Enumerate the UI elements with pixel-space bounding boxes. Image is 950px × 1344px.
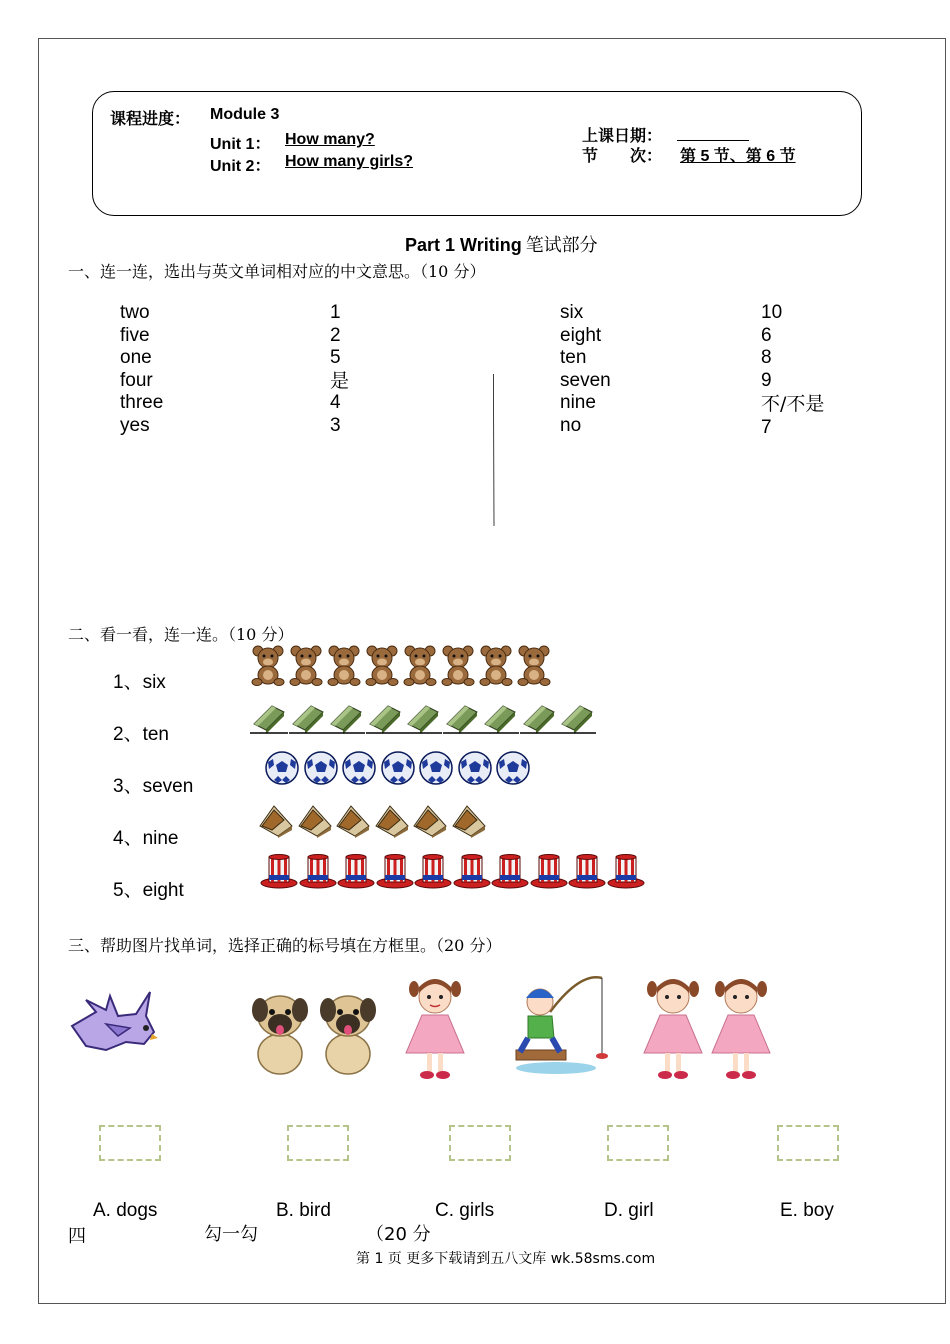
section1-right-answers — [761, 302, 824, 440]
top-hat-icon — [491, 853, 530, 894]
soccer-ball-icon — [495, 750, 534, 791]
top-hat-icon — [299, 853, 338, 894]
unit1-title: How many? — [285, 131, 375, 148]
top-hat-icon — [337, 853, 376, 894]
word-item: six — [560, 302, 584, 323]
answer-item: 1 — [330, 302, 341, 323]
section2-item-label: 2、ten — [113, 724, 169, 745]
eraser-icon — [558, 698, 597, 739]
option-a: A. dogs — [93, 1200, 158, 1221]
girl-icon — [400, 975, 470, 1083]
pencil-box-icon — [412, 800, 451, 843]
answer-item: 是 — [330, 369, 350, 392]
part-title-cn: 笔试部分 — [525, 235, 598, 256]
eraser-icon — [520, 698, 559, 739]
fishing-boy-icon — [510, 972, 614, 1076]
eraser-icon — [481, 698, 520, 739]
section1-instruction: 一、连一连，选出与英文单词相对应的中文意思。（10 分） — [68, 262, 486, 281]
progress-label: 课程进度： — [110, 111, 191, 128]
teddy-bear-icon — [364, 644, 402, 691]
top-hat-icon — [260, 853, 299, 894]
word-item: yes — [120, 414, 150, 436]
date-blank — [677, 124, 749, 141]
teddy-bear-row — [250, 644, 554, 691]
eraser-icon — [404, 698, 443, 739]
section4-fragment: 勾一勾 — [204, 1224, 258, 1245]
answer-item: 7 — [761, 417, 772, 438]
pencil-box-row — [258, 800, 489, 843]
soccer-ball-row — [264, 750, 534, 791]
pencil-box-icon — [451, 800, 490, 843]
answer-item: 5 — [330, 347, 341, 368]
section-label: 节 次： — [582, 148, 663, 165]
section-value: 第 5 节、第 6 节 — [680, 148, 796, 165]
section2-item-label: 5、eight — [113, 880, 184, 901]
word-item: eight — [560, 324, 602, 346]
unit1-label: Unit 1： — [210, 136, 271, 153]
section4-fragment: （20 分 — [366, 1224, 431, 1245]
eraser-icon — [366, 698, 405, 739]
answer-item: 不/不是 — [761, 393, 825, 415]
divider-line — [493, 298, 495, 602]
teddy-bear-icon — [250, 644, 288, 691]
soccer-ball-icon — [457, 750, 496, 791]
part-title — [405, 231, 598, 257]
date-label: 上课日期： — [582, 128, 663, 145]
teddy-bear-icon — [326, 644, 364, 691]
girl-icon — [644, 979, 702, 1079]
soccer-ball-icon — [341, 750, 380, 791]
section2-instruction: 二、看一看，连一连。（10 分） — [68, 625, 294, 644]
option-c: C. girls — [435, 1200, 495, 1221]
word-item: two — [120, 302, 150, 323]
module-title: Module 3 — [210, 106, 280, 123]
soccer-ball-icon — [418, 750, 457, 791]
girl-icon — [712, 979, 770, 1079]
unit2-label: Unit 2： — [210, 158, 271, 175]
teddy-bear-icon — [288, 644, 326, 691]
word-item: three — [120, 392, 164, 413]
top-hat-icon — [607, 853, 646, 894]
answer-item: 10 — [761, 302, 783, 323]
bird-icon — [66, 988, 158, 1060]
pencil-box-icon — [258, 800, 297, 843]
answer-item: 6 — [761, 324, 772, 346]
answer-item: 3 — [330, 414, 341, 436]
answer-item: 9 — [761, 369, 772, 391]
pencil-box-icon — [335, 800, 374, 843]
top-hat-icon — [453, 853, 492, 894]
top-hat-icon — [568, 853, 607, 894]
dog-icon — [320, 996, 376, 1074]
pencil-box-icon — [374, 800, 413, 843]
answer-box-4[interactable] — [607, 1125, 669, 1161]
teddy-bear-icon — [402, 644, 440, 691]
soccer-ball-icon — [380, 750, 419, 791]
word-item: ten — [560, 347, 587, 368]
word-item: five — [120, 324, 150, 346]
answer-item: 4 — [330, 392, 341, 413]
section1-left-answers — [330, 302, 349, 437]
section1-right-words — [560, 302, 611, 437]
top-hat-row — [260, 853, 645, 894]
section2-item-label: 3、seven — [113, 776, 194, 797]
section2-item-label: 4、nine — [113, 828, 179, 849]
word-item: one — [120, 347, 152, 368]
word-item: no — [560, 414, 582, 436]
page-footer: 第 1 页 更多下载请到五八文库 wk.58sms.com — [356, 1251, 656, 1267]
eraser-icon — [443, 698, 482, 739]
answer-box-2[interactable] — [287, 1125, 349, 1161]
eraser-icon — [289, 698, 328, 739]
teddy-bear-icon — [478, 644, 516, 691]
top-hat-icon — [414, 853, 453, 894]
answer-item: 2 — [330, 324, 341, 346]
part-title-en: Part 1 Writing — [405, 235, 522, 255]
eraser-row — [250, 698, 597, 739]
two-dogs-icon — [248, 990, 384, 1080]
option-d: D. girl — [604, 1200, 654, 1221]
word-item: seven — [560, 369, 611, 391]
eraser-icon — [327, 698, 366, 739]
soccer-ball-icon — [303, 750, 342, 791]
teddy-bear-icon — [516, 644, 554, 691]
dog-icon — [252, 996, 308, 1074]
teddy-bear-icon — [440, 644, 478, 691]
two-girls-icon — [638, 975, 778, 1083]
unit2-title: How many girls? — [285, 153, 414, 170]
section3-instruction: 三、帮助图片找单词，选择正确的标号填在方框里。（20 分） — [68, 936, 502, 955]
answer-box-1[interactable] — [99, 1125, 161, 1161]
answer-item: 8 — [761, 347, 772, 368]
top-hat-icon — [376, 853, 415, 894]
answer-box-3[interactable] — [449, 1125, 511, 1161]
pencil-box-icon — [297, 800, 336, 843]
answer-box-5[interactable] — [777, 1125, 839, 1161]
word-item: nine — [560, 392, 596, 413]
eraser-icon — [250, 698, 289, 739]
section4-fragment: 四 — [68, 1226, 86, 1247]
option-e: E. boy — [780, 1200, 834, 1221]
option-b: B. bird — [276, 1200, 331, 1221]
section2-item-label: 1、six — [113, 672, 166, 693]
soccer-ball-icon — [264, 750, 303, 791]
top-hat-icon — [530, 853, 569, 894]
word-item: four — [120, 369, 153, 391]
section1-left-words — [120, 302, 163, 437]
